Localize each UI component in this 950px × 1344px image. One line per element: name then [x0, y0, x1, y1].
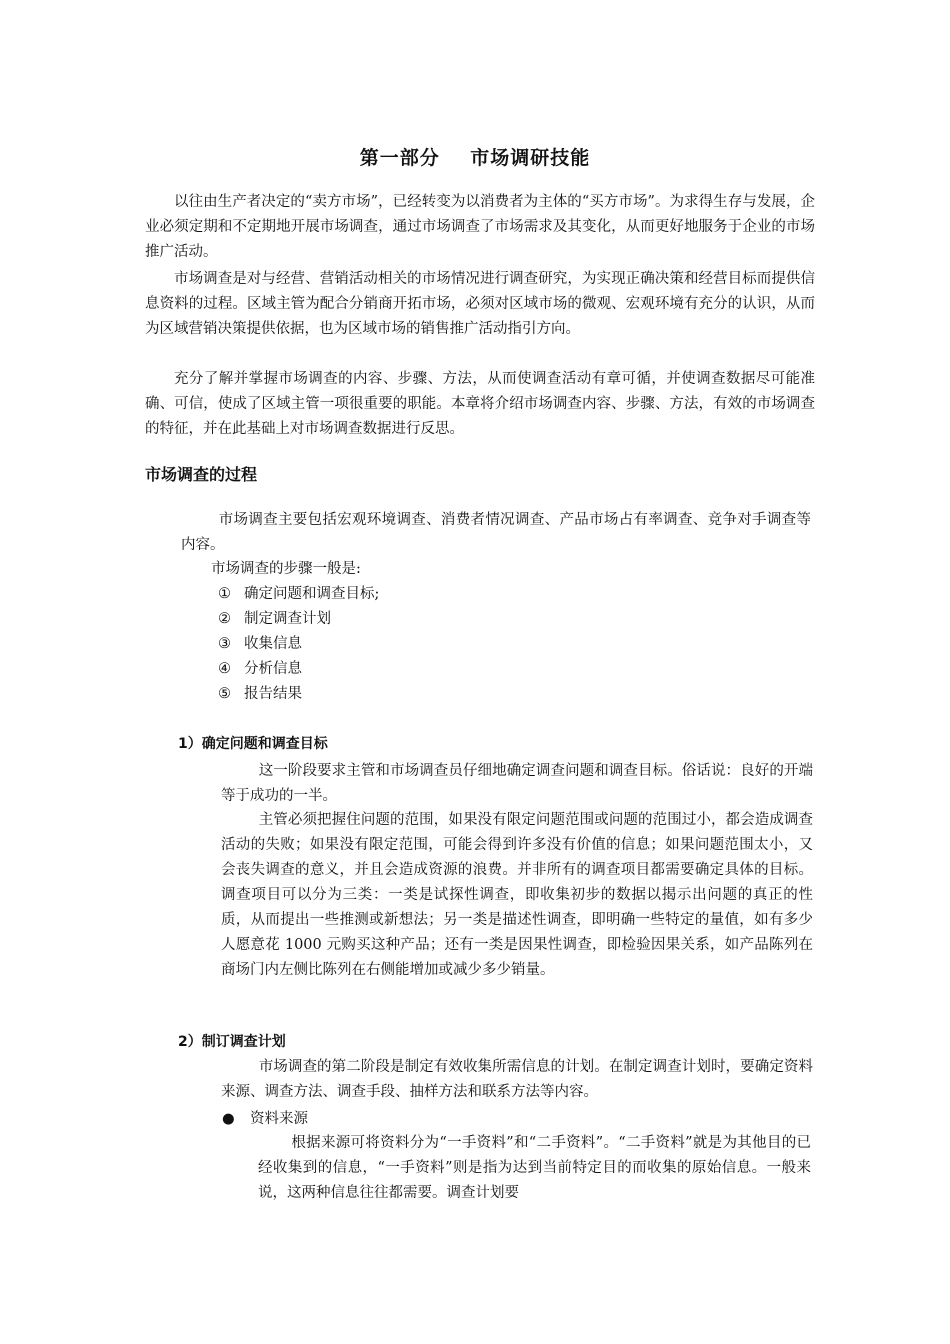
subsection-2-paragraph-2: 根据来源可将资料分为“一手资料”和“二手资料”。“二手资料”就是为其他目的已经收集到的信息，“一手资料”则是指为达到当前特定目的而收集的原始信息。一般来说，这两种信息往往都需要。调查计划要: [258, 1135, 811, 1201]
steps-intro: 市场调查的步骤一般是:: [211, 561, 361, 577]
subsection-2-paragraph-1: 市场调查的第二阶段是制定有效收集所需信息的计划。在制定调查计划时，要确定资料来源、调查方法、调查手段、抽样方法和联系方法等内容。: [221, 1059, 813, 1100]
step-text: 收集信息: [244, 636, 302, 652]
step-text: 报告结果: [244, 686, 302, 702]
page-title: 第一部分 市场调研技能: [359, 147, 591, 169]
subsection-1-paragraph-2: 主管必须把握住问题的范围，如果没有限定问题范围或问题的范围过小，都会造成调查活动的失败；如果没有限定范围，可能会得到许多没有价值的信息；如果问题范围太小，又会丧失调查的意义，并且会造成资源的浪费。并非所有的调查项目都需要确定具体的目标。调查项目可以分为三类：一类是试探性调查，即收集初步的数据以揭示出问题的真正的性质，从而提出一些推测或新想法；另一类是描述性调查，即明确一些特定的量值，如有多少人愿意花 1000 元购买这种产品；还有一类是因果性调查，即检验因果关系，如产品陈列在商场门内左侧比陈列在右侧能增加或减少多少销量。: [221, 812, 813, 978]
list-item: [218, 632, 379, 657]
subsection-heading-1: 1）确定问题和调查目标: [178, 736, 328, 752]
step-number: ①: [218, 586, 231, 602]
step-text: 制定调查计划: [244, 611, 331, 627]
subsection-heading-2: 2）制订调查计划: [178, 1034, 286, 1050]
intro-paragraph-1: 以往由生产者决定的“卖方市场”，已经转变为以消费者为主体的“买方市场”。为求得生存与发展，企业必须定期和不定期地开展市场调查，通过市场调查了市场需求及其变化，从而更好地服务于企业的市场推广活动。: [145, 194, 815, 260]
subsection-1-paragraph-1: 这一阶段要求主管和市场调查员仔细地确定调查问题和调查目标。俗话说：良好的开端等于成功的一半。: [221, 763, 813, 804]
step-number: ③: [218, 636, 231, 652]
bullet-label: 资料来源: [250, 1111, 308, 1127]
step-number: ②: [218, 611, 231, 627]
intro-paragraph-3: 充分了解并掌握市场调查的内容、步骤、方法，从而使调查活动有章可循，并使调查数据尽可能准确、可信，使成了区域主管一项很重要的职能。本章将介绍市场调查内容、步骤、方法，有效的市场调查的特征，并在此基础上对市场调查数据进行反思。: [145, 371, 815, 437]
step-number: ④: [218, 661, 231, 677]
bullet-item: [222, 1107, 308, 1132]
step-text: 分析信息: [244, 661, 302, 677]
steps-list: [218, 582, 379, 707]
intro-paragraph-2: 市场调查是对与经营、营销活动相关的市场情况进行调查研究，为实现正确决策和经营目标而提供信息资料的过程。区域主管为配合分销商开拓市场，必须对区域市场的微观、宏观环境有充分的认识，从而为区域营销决策提供依据，也为区域市场的销售推广活动指引方向。: [145, 271, 815, 337]
list-item: [218, 657, 379, 682]
list-item: [218, 582, 379, 607]
list-item: [218, 607, 379, 632]
bullet-icon: ●: [222, 1111, 235, 1127]
section-heading: 市场调查的过程: [145, 465, 258, 484]
section-paragraph: 市场调查主要包括宏观环境调查、消费者情况调查、产品市场占有率调查、竞争对手调查等内容。: [181, 512, 811, 553]
list-item: [218, 682, 379, 707]
step-text: 确定问题和调查目标;: [244, 586, 380, 602]
step-number: ⑤: [218, 686, 231, 702]
